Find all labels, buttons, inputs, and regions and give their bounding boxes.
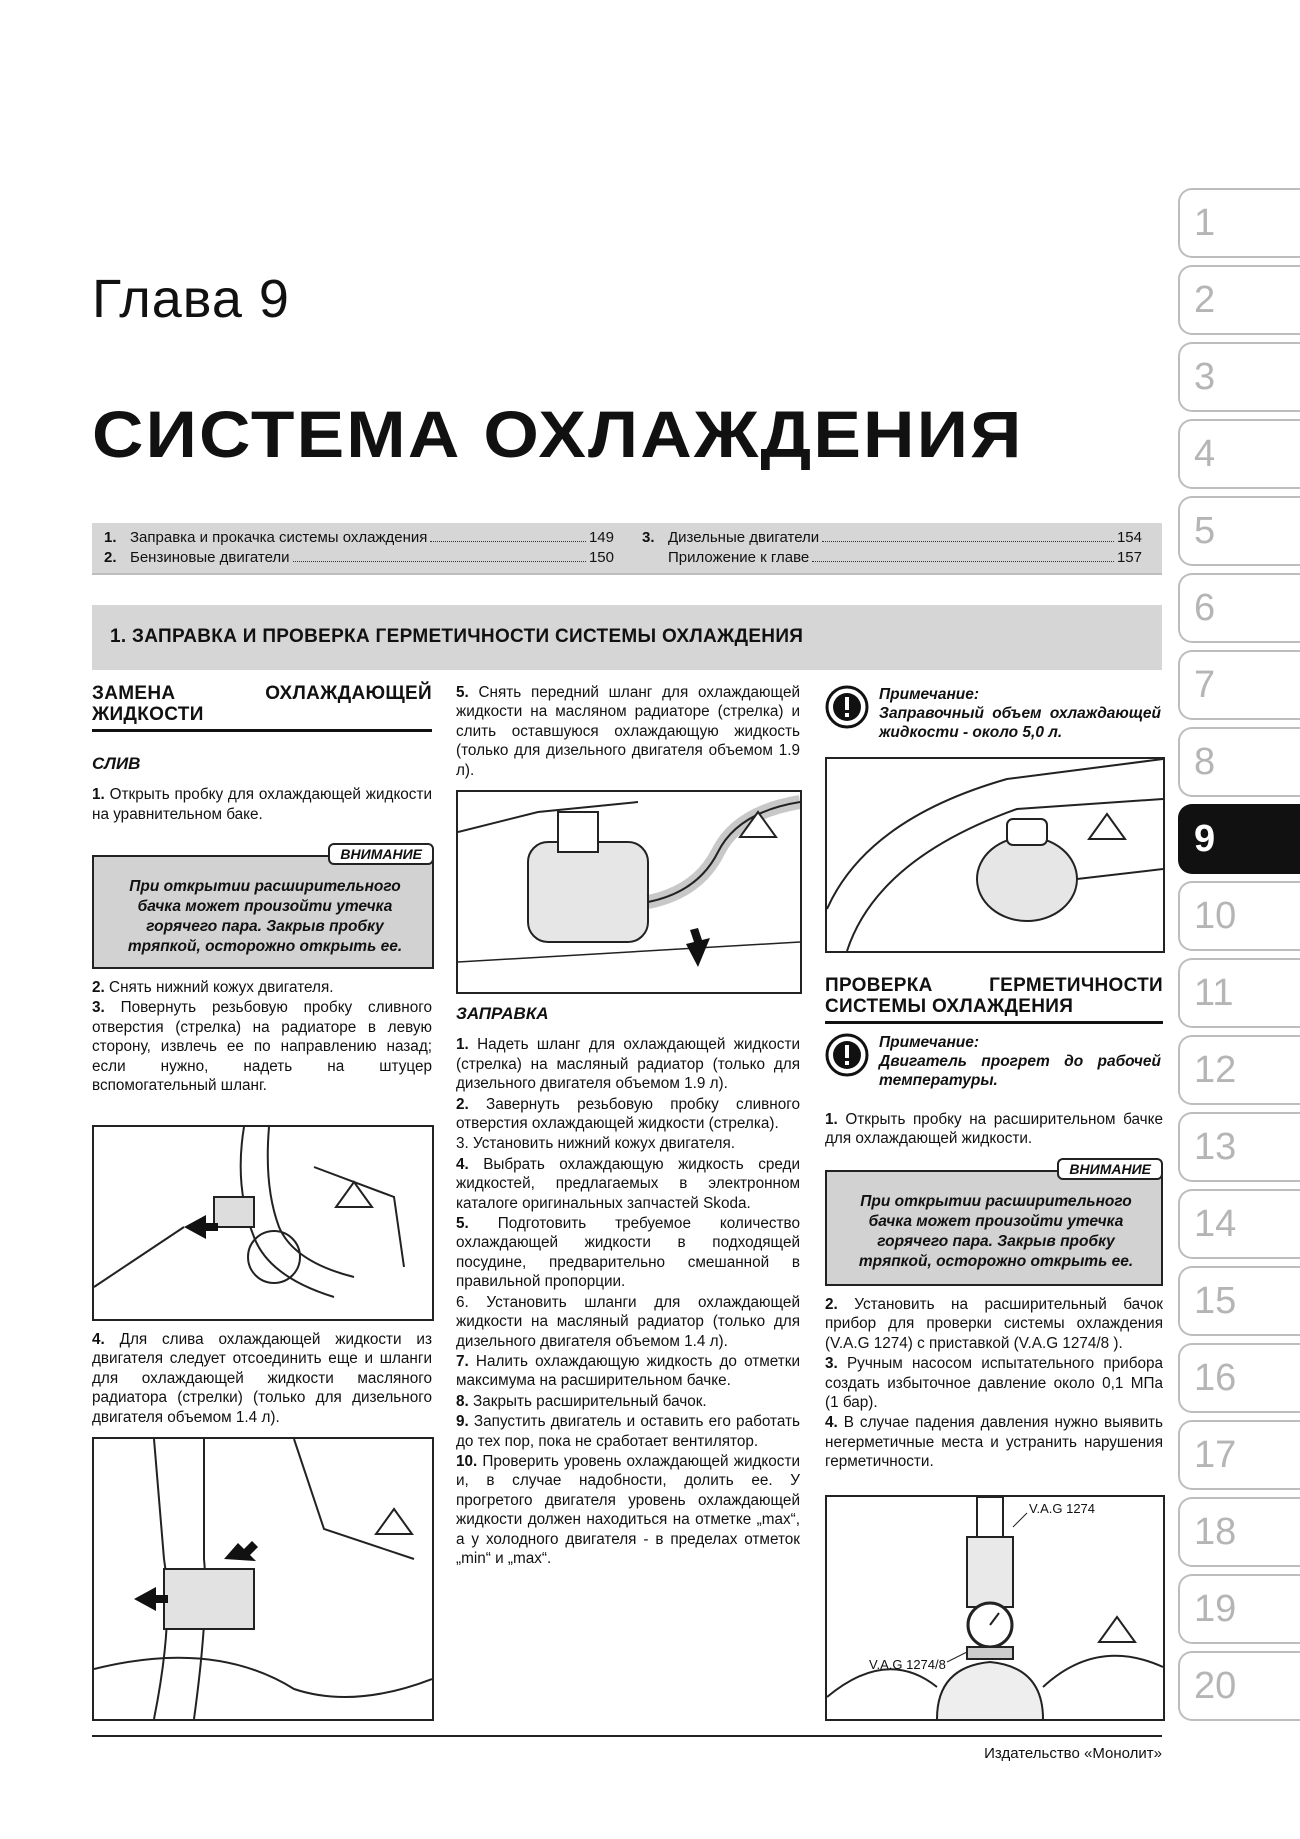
- figure-radiator-drain: [92, 1125, 434, 1321]
- figure-expansion-tank: [825, 757, 1165, 953]
- step: 1. Открыть пробку для охлаждающей жидкости на уравнительном баке.: [92, 786, 433, 823]
- toc-label: Дизельные двигатели: [668, 529, 820, 546]
- subsection-heading: ЗАМЕНА ОХЛАЖДАЮЩЕЙ ЖИДКОСТИ: [92, 683, 432, 732]
- section-title: 1. ЗАПРАВКА И ПРОВЕРКА ГЕРМЕТИЧНОСТИ СИСТЕМЫ ОХЛАЖДЕНИЯ: [110, 626, 804, 647]
- note-label: Примечание:: [879, 686, 980, 703]
- oil-cooler-illustration: [94, 1439, 432, 1719]
- step: 4. В случае падения давления нужно выявить негерметичные места и устранить нарушения герметичности.: [825, 1414, 1163, 1471]
- chapter-tab-10[interactable]: 10: [1178, 881, 1300, 951]
- warning-text: При открытии расширительного бачка может произойти утечка горячего пара. Закрыв пробку тряпкой, осторожно открыть ее.: [858, 1193, 1134, 1270]
- front-hose-illustration: [458, 792, 800, 992]
- toc-item[interactable]: [642, 529, 1142, 546]
- step: 9. Запустить двигатель и оставить его работать до тех пор, пока не сработает вентилятор.: [456, 1413, 800, 1450]
- step: 10. Проверить уровень охлаждающей жидкости и, в случае надобности, долить ее. У прогретого двигателя уровень охлаждающей жидкости должен находиться на отметке „max“, а у холодного двигателя - в пределах отметок „min“ и „max“.: [456, 1452, 800, 1567]
- figure-callout-vag-1274-8: V.A.G 1274/8: [869, 1657, 946, 1672]
- step: 5. Подготовить требуемое количество охлаждающей жидкости в подходящей посудине, предварительно смешанной в правильной пропорции.: [456, 1215, 800, 1291]
- toc-number: 3.: [642, 529, 655, 546]
- warning-box: [825, 1161, 1163, 1286]
- chapter-label: Глава 9: [92, 269, 290, 329]
- step: 2. Установить на расширительный бачок прибор для проверки системы охлаждения (V.A.G 1274) с приставкой (V.A.G 1274/8 ).: [825, 1296, 1163, 1352]
- column-1-steps: [92, 978, 432, 1096]
- toc-page: 154: [1116, 529, 1142, 546]
- note-exclamation-icon: [825, 685, 869, 729]
- note-exclamation-icon: [825, 1033, 869, 1077]
- chapter-tab-16[interactable]: 16: [1178, 1343, 1300, 1413]
- toc-page: 157: [1116, 549, 1142, 566]
- step: 8. Закрыть расширительный бачок.: [456, 1392, 707, 1410]
- toc-page: 149: [588, 529, 614, 546]
- step: 4. Для слива охлаждающей жидкости из двигателя следует отсоединить еще и шланги для охлаждающей жидкости масляного радиатора (стрелки) (только для дизельного двигателя объемом 1.4 л).: [92, 1331, 432, 1426]
- warning-tag: ВНИМАНИЕ: [328, 843, 434, 865]
- subsection-subheading: ЗАПРАВКА: [456, 1004, 549, 1023]
- toc-number: 2.: [104, 549, 117, 566]
- chapter-tab-1[interactable]: 1: [1178, 188, 1300, 258]
- column-3-step1: [825, 1110, 1163, 1150]
- subsection-subheading: СЛИВ: [92, 754, 141, 773]
- column-2-filling: [456, 1000, 800, 1569]
- chapter-tab-4[interactable]: 4: [1178, 419, 1300, 489]
- figure-pressure-tester: [825, 1495, 1165, 1721]
- chapter-tab-17[interactable]: 17: [1178, 1420, 1300, 1490]
- column-3-steps: [825, 1295, 1163, 1473]
- chapter-tab-12[interactable]: 12: [1178, 1035, 1300, 1105]
- warning-tag: ВНИМАНИЕ: [1057, 1158, 1163, 1180]
- figure-callout-vag-1274: V.A.G 1274: [1029, 1501, 1096, 1516]
- note-label: Примечание:: [879, 1034, 980, 1051]
- subsection-heading: ПРОВЕРКА ГЕРМЕТИЧНОСТИ СИСТЕМЫ ОХЛАЖДЕНИЯ: [825, 975, 1163, 1024]
- page-title: СИСТЕМА ОХЛАЖДЕНИЯ: [92, 397, 1024, 471]
- chapter-tab-5[interactable]: 5: [1178, 496, 1300, 566]
- step: 1. Надеть шланг для охлаждающей жидкости (стрелка) на масляный радиатор (только для дизельного двигателя объемом 1.9 л).: [456, 1036, 800, 1093]
- note-fill-volume: [825, 685, 1161, 742]
- toc-label: Заправка и прокачка системы охлаждения: [130, 529, 428, 546]
- chapter-tab-11[interactable]: 11: [1178, 958, 1300, 1028]
- chapter-tab-19[interactable]: 19: [1178, 1574, 1300, 1644]
- toc-label: Приложение к главе: [668, 549, 810, 566]
- chapter-tab-3[interactable]: 3: [1178, 342, 1300, 412]
- note-text: Заправочный объем охлаждающей жидкости - около 5,0 л.: [879, 705, 1161, 741]
- toc-page: 150: [588, 549, 614, 566]
- column-3-check: [825, 975, 1163, 1024]
- step: 2. Снять нижний кожух двигателя.: [92, 979, 334, 996]
- section-header: [92, 605, 1162, 670]
- note-text: Двигатель прогрет до рабочей температуры.: [879, 1053, 1161, 1089]
- toc-number: 1.: [104, 529, 117, 546]
- column-1-step4: [92, 1330, 432, 1428]
- chapter-tab-6[interactable]: 6: [1178, 573, 1300, 643]
- step: 4. Выбрать охлаждающую жидкость среди жидкостей, предлагаемых в электронном каталоге оригинальных запчастей Skoda.: [456, 1155, 800, 1212]
- chapter-tab-20[interactable]: 20: [1178, 1651, 1300, 1721]
- figure-oil-cooler-front-hose: [456, 790, 802, 994]
- note-warm-engine: [825, 1033, 1161, 1090]
- chapter-tab-8[interactable]: 8: [1178, 727, 1300, 797]
- toc-item[interactable]: [642, 549, 1142, 566]
- chapter-tab-14[interactable]: 14: [1178, 1189, 1300, 1259]
- pressure-tester-illustration: [827, 1497, 1163, 1719]
- column-2: [456, 683, 800, 781]
- toc-item[interactable]: [104, 549, 614, 566]
- warning-box: [92, 846, 434, 969]
- step: 7. Налить охлаждающую жидкость до отметки максимума на расширительном бачке.: [456, 1352, 800, 1390]
- chapter-toc: [92, 523, 1162, 575]
- chapter-tab-18[interactable]: 18: [1178, 1497, 1300, 1567]
- chapter-tab-13[interactable]: 13: [1178, 1112, 1300, 1182]
- toc-label: Бензиновые двигатели: [130, 549, 290, 566]
- publisher-footer: Издательство «Монолит»: [984, 1745, 1162, 1762]
- expansion-tank-illustration: [827, 759, 1163, 951]
- step: 3. Ручным насосом испытательного прибора создать избыточное давление около 0,1 МПа (1 бар).: [825, 1355, 1164, 1412]
- chapter-tab-9-active[interactable]: 9: [1178, 804, 1300, 874]
- chapter-tab-2[interactable]: 2: [1178, 265, 1300, 335]
- column-1: [92, 683, 432, 825]
- step: 5. Снять передний шланг для охлаждающей жидкости на масляном радиаторе (стрелка) и слить оставшуюся охлаждающую жидкость (только для дизельного двигателя объемом 1.9 л).: [456, 684, 800, 779]
- step: 1. Открыть пробку на расширительном бачке для охлаждающей жидкости.: [825, 1111, 1163, 1148]
- figure-oil-cooler-hoses: [92, 1437, 434, 1721]
- step: 3. Повернуть резьбовую пробку сливного отверстия (стрелка) на радиаторе в левую сторону, извлечь ее по направлению назад; если нужно, надеть на штуцер вспомогательный шланг.: [92, 999, 432, 1095]
- footer-rule: [92, 1735, 1162, 1737]
- radiator-drain-illustration: [94, 1127, 432, 1319]
- toc-item[interactable]: [104, 529, 614, 546]
- warning-text: При открытии расширительного бачка может произойти утечка горячего пара. Закрыв пробку тряпкой, осторожно открыть ее.: [127, 878, 403, 955]
- step: 6. Установить шланги для охлаждающей жидкости на масляный радиатор (только для дизельного двигателя объемом 1.4 л).: [456, 1293, 800, 1350]
- step: 2. Завернуть резьбовую пробку сливного отверстия охлаждающей жидкости (стрелка).: [456, 1095, 801, 1133]
- step: 3. Установить нижний кожух двигателя.: [456, 1135, 736, 1153]
- chapter-tab-7[interactable]: 7: [1178, 650, 1300, 720]
- chapter-tab-15[interactable]: 15: [1178, 1266, 1300, 1336]
